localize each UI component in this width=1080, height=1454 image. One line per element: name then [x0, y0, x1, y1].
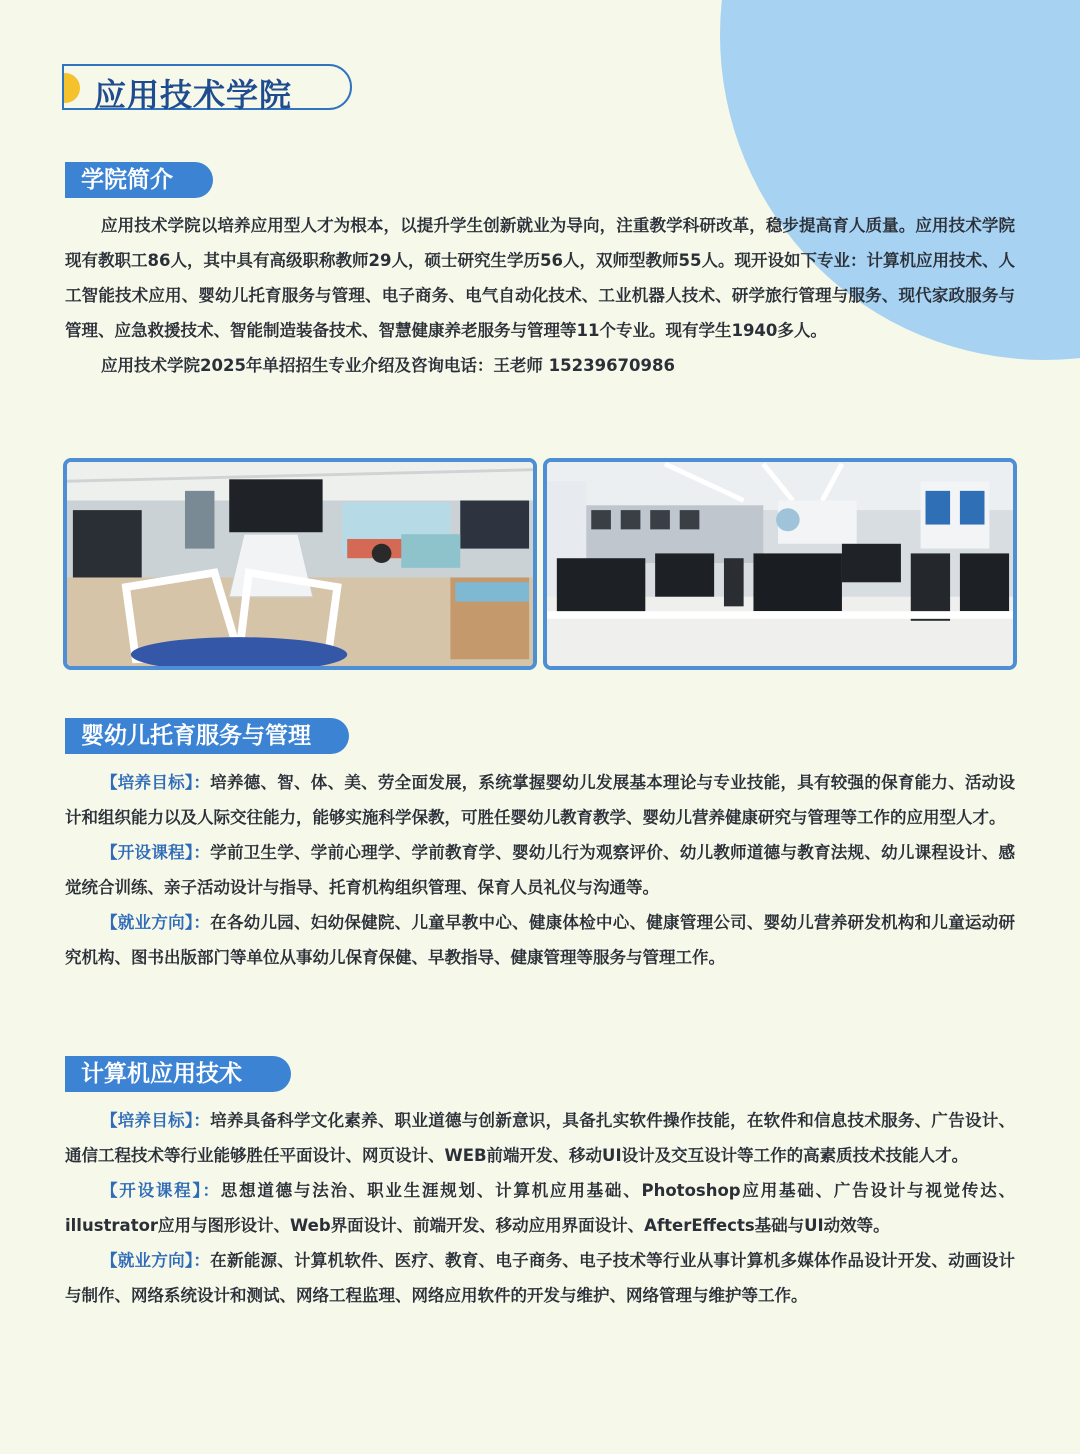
- major2-course: [65, 1173, 1015, 1243]
- major1-text: [65, 765, 1015, 975]
- major1-job: [65, 905, 1015, 975]
- major2-goal-tag: 【培养目标】：: [101, 1111, 211, 1130]
- major2-job: [65, 1243, 1015, 1313]
- childcare-lab-photo: [63, 458, 537, 670]
- title-marker-icon: [64, 73, 80, 103]
- page-title: 应用技术学院: [94, 76, 293, 114]
- major2-goal-text: 培养具备科学文化素养、职业道德与创新意识，具备扎实软件操作技能，在软件和信息技术服务、广告设计、通信工程技术等行业能够胜任平面设计、网页设计、WEB前端开发、移动UI设计及交互设计等工作的高素质技术技能人才。: [65, 1111, 1016, 1165]
- major1-goal-tag: 【培养目标】：: [101, 773, 211, 792]
- major2-goal: [65, 1103, 1015, 1173]
- major2-job-text: 在新能源、计算机软件、医疗、教育、电子商务、电子技术等行业从事计算机多媒体作品设计开发、动画设计与制作、网络系统设计和测试、网络工程监理、网络应用软件的开发与维护、网络管理与维护等工作。: [65, 1251, 1016, 1305]
- intro-paragraph: 应用技术学院以培养应用型人才为根本，以提升学生创新就业为导向，注重教学科研改革，稳步提高育人质量。应用技术学院现有教职工86人，其中具有高级职称教师29人，硕士研究生学历56人，双师型教师55人。现开设如下专业：计算机应用技术、人工智能技术应用、婴幼儿托育服务与管理、电子商务、电气自动化技术、工业机器人技术、研学旅行管理与服务、现代家政服务与管理、应急救援技术、智能制造装备技术、智慧健康养老服务与管理等11个专业。现有学生1940多人。: [65, 216, 1015, 340]
- major1-goal-text: 培养德、智、体、美、劳全面发展，系统掌握婴幼儿发展基本理论与专业技能，具有较强的保育能力、活动设计和组织能力以及人际交往能力，能够实施科学保教，可胜任婴幼儿教育教学、婴幼儿营养健康研究与管理等工作的应用型人才。: [65, 773, 1016, 827]
- major2-course-text: 思想道德与法治、职业生涯规划、计算机应用基础、Photoshop应用基础、广告设计与视觉传达、illustrator应用与图形设计、Web界面设计、前端开发、移动应用界面设计、AfterEffects基础与UI动效等。: [65, 1181, 1015, 1235]
- section-label-major2: 计算机应用技术: [65, 1056, 291, 1092]
- major1-course-text: 学前卫生学、学前心理学、学前教育学、婴幼儿行为观察评价、幼儿教师道德与教育法规、幼儿课程设计、感觉统合训练、亲子活动设计与指导、托育机构组织管理、保育人员礼仪与沟通等。: [65, 843, 1016, 897]
- major1-goal: [65, 765, 1015, 835]
- section-label-intro: 学院简介: [65, 162, 213, 198]
- major2-course-tag: 【开设课程】：: [101, 1181, 221, 1200]
- major1-course: [65, 835, 1015, 905]
- section-label-major1: 婴幼儿托育服务与管理: [65, 718, 349, 754]
- intro-contact: 应用技术学院2025年单招招生专业介绍及咨询电话：王老师 15239670986: [101, 356, 675, 375]
- major1-course-tag: 【开设课程】：: [101, 843, 211, 862]
- computer-lab-photo: [543, 458, 1017, 670]
- intro-text: [65, 208, 1015, 383]
- major1-job-text: 在各幼儿园、妇幼保健院、儿童早教中心、健康体检中心、健康管理公司、婴幼儿营养研发机构和儿童运动研究机构、图书出版部门等单位从事幼儿保育保健、早教指导、健康管理等服务与管理工作。: [65, 913, 1016, 967]
- major2-job-tag: 【就业方向】：: [101, 1251, 211, 1270]
- major2-text: [65, 1103, 1015, 1313]
- page-title-banner: [62, 64, 352, 114]
- major1-job-tag: 【就业方向】：: [101, 913, 211, 932]
